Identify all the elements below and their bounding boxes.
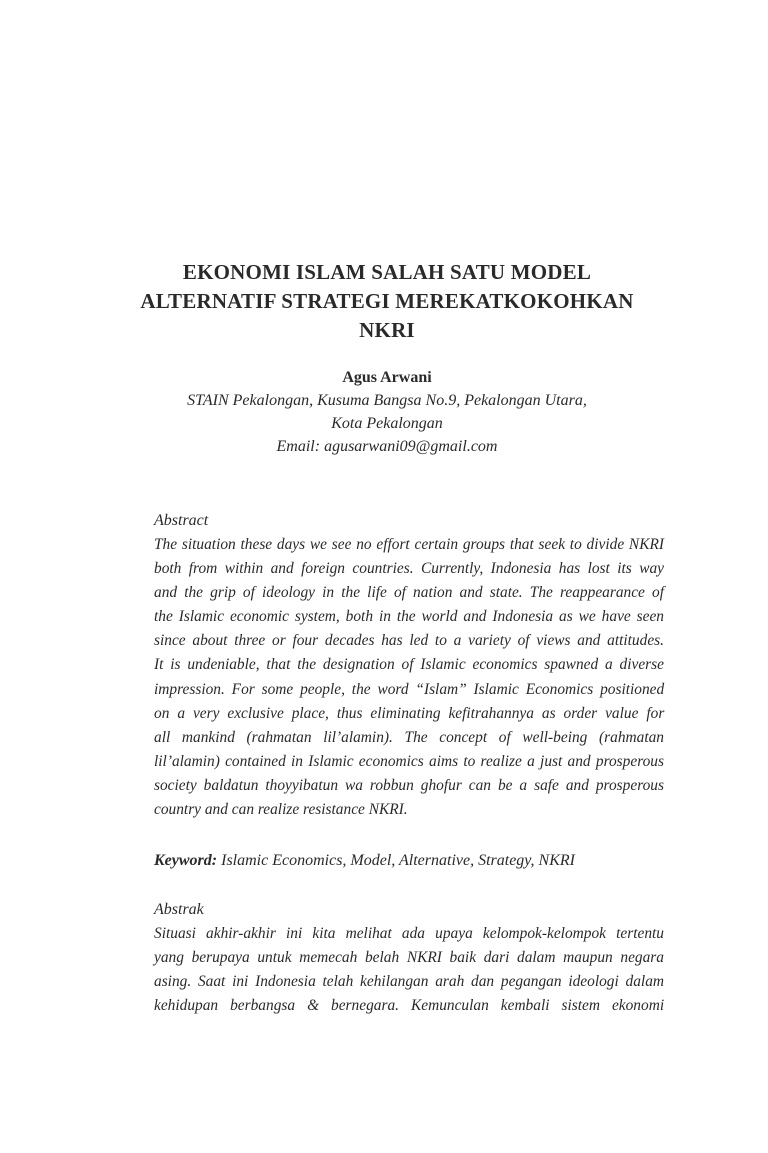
title-line: EKONOMI ISLAM SALAH SATU MODEL (182, 260, 592, 284)
abstrak-line: asing. Saat ini Indonesia telah kehilangan arah dan pegangan ideologi dalam (154, 973, 664, 991)
abstract-line: impression. For some people, the word “Islam” Islamic Economics positioned (154, 680, 665, 698)
abstract-line: the Islamic economic system, both in the world and Indonesia as we have seen (154, 608, 665, 626)
author-name: Agus Arwani (342, 369, 432, 386)
abstract-english (154, 509, 664, 822)
abstrak-line: yang berupaya untuk memecah belah NKRI baik dari dalam maupun negara (154, 949, 664, 967)
abstract-line: on a very exclusive place, thus eliminating kefitrahannya as order value for (154, 704, 665, 722)
abstract-heading: Abstract (154, 512, 209, 529)
title-line: ALTERNATIF STRATEGI MEREKATKOKOHKAN (140, 289, 634, 313)
author-block (110, 366, 664, 458)
abstrak-line: kehidupan berbangsa & bernegara. Kemunculan kembali sistem ekonomi (154, 997, 665, 1015)
abstract-line: and the grip of ideology in the life of nation and state. The reappearance of (154, 584, 664, 602)
abstract-line: The situation these days we see no effort certain groups that seek to divide NKRI (154, 536, 664, 553)
abstract-line: It is undeniable, that the designation of Islamic economics spawned a diverse (154, 656, 664, 674)
keyword-label: Keyword: (154, 852, 218, 869)
abstract-line: country and can realize resistance NKRI. (154, 801, 408, 819)
title-line: NKRI (359, 318, 415, 342)
paper-title (110, 258, 664, 345)
author-affiliation: STAIN Pekalongan, Kusuma Bangsa No.9, Pekalongan Utara, (187, 392, 587, 409)
abstract-line: all mankind (rahmatan lil’alamin). The concept of well-being (rahmatan (154, 728, 664, 746)
keywords (154, 849, 664, 873)
abstract-line: since about three or four decades has led to a variety of views and attitudes. (154, 632, 664, 650)
author-affiliation-city: Kota Pekalongan (331, 415, 443, 432)
abstract-line: both from within and foreign countries. Currently, Indonesia has lost its way (154, 560, 664, 578)
abstract-line: lil’alamin) contained in Islamic economics aims to realize a just and prosperous (154, 752, 664, 770)
abstract-indonesian (154, 898, 664, 1018)
abstract-line: society baldatun thoyyibatun wa robbun ghofur can be a safe and prosperous (154, 776, 664, 794)
author-email: Email: agusarwani09@gmail.com (276, 438, 498, 455)
keyword-text: Islamic Economics, Model, Alternative, Strategy, NKRI (217, 852, 575, 869)
abstrak-heading: Abstrak (154, 901, 204, 918)
abstrak-line: Situasi akhir-akhir ini kita melihat ada upaya kelompok-kelompok tertentu (154, 925, 664, 942)
